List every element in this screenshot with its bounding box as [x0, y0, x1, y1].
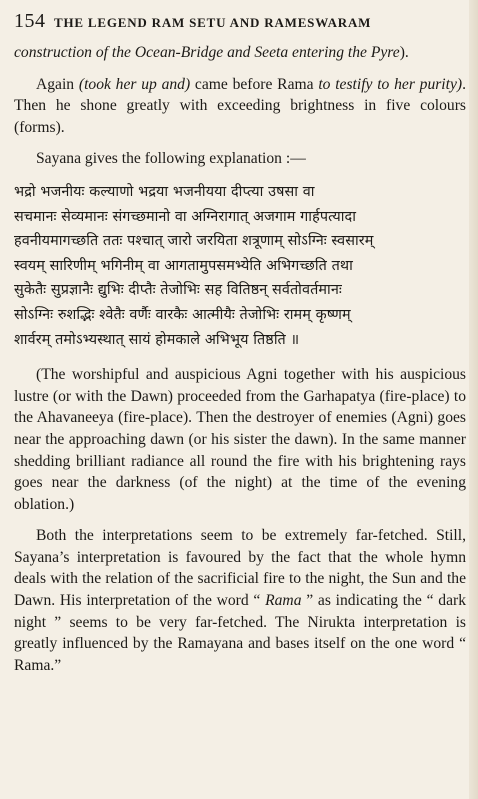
running-head: THE LEGEND RAM SETU AND RAMESWARAM [54, 15, 372, 30]
sanskrit-line: शार्वरम् तमोऽभ्यस्थात् सायं होमकाले अभिभूय तिष्ठति ॥ [14, 331, 300, 348]
sayana-intro: Sayana gives the following explanation :— [36, 150, 306, 168]
conclusion-italic-rama: Rama [265, 592, 302, 610]
again-italic-1: (took her up and) [78, 75, 191, 93]
sanskrit-line: सचमानः सेव्यमानः संगच्छमानो वा अग्निरागात् अजगाम गार्हपत्यादा [14, 208, 357, 225]
intro-tail: ). [399, 44, 409, 61]
again-text-2: came before Rama [190, 75, 319, 93]
conclusion-paragraph [14, 525, 466, 676]
translation-paragraph: (The worshipful and auspicious Agni together with his auspicious lustre (or with the Dawn) proceeded from the Garhapatya (fire-place) to the Ahavaneeya (fire-place). Then the destroyer of enemies (Agni) goes near the approaching dawn (or his sister the dawn). In the same manner shedding brilliant radiance all round the fire with his brightening rays goes near the darkness (of the night) at the time of the evening oblation.) [14, 366, 466, 513]
sanskrit-line: भद्रो भजनीयः कल्याणो भद्रया भजनीयया दीप्त्या उषसा वा [14, 183, 315, 200]
sanskrit-line: सोऽग्निः रुशद्भिः श्वेतैः वर्णैः वारकैः आत्मीयैः तेजोभिः रामम् कृष्णम् [14, 306, 351, 323]
sanskrit-line: सुकेतैः सुप्रज्ञानैः द्युभिः दीप्तैः तेजोभिः सह वितिष्ठन् सर्वतोवर्तमानः [14, 282, 342, 299]
again-text-1: Again [36, 75, 79, 93]
book-page [14, 8, 466, 676]
sanskrit-line: हवनीयमागच्छति ततः पश्चात् जारो जरयिता शत्रूणाम् सोऽग्निः स्वसारम् [14, 233, 374, 250]
paragraph-again [14, 74, 466, 139]
conclusion-text-1: Both the interpretations seem to be extremely far-fetched. Still, Sayana’s interpretation is favoured by the fact that the whole hymn deals with the relation of the sacrificial fire to the night, the Sun and the Dawn. His interpretation of the word “ [14, 527, 466, 610]
again-italic-2: to testify to her purity) [318, 75, 463, 93]
again-text-3: . Then he shone greatly with exceeding brightness in five colours (forms). [14, 75, 466, 136]
page-header [14, 8, 466, 38]
sanskrit-line: स्वयम् सारिणीम् भगिनीम् वा आगतामुपसमभ्येति अभिगच्छति तथा [14, 257, 353, 274]
sanskrit-passage [14, 180, 466, 352]
intro-fragment [14, 42, 466, 64]
adjacent-page-edge [469, 0, 478, 799]
page-number: 154 [14, 10, 46, 32]
conclusion-text-2: ” as indicating the “ dark night ” seems to be very far-fetched. The Nirukta interpretation is greatly influenced by the Ramayana and bases itself on the one word “ Rama.” [14, 592, 466, 674]
intro-italic: construction of the Ocean-Bridge and Seeta entering the Pyre [14, 44, 400, 61]
